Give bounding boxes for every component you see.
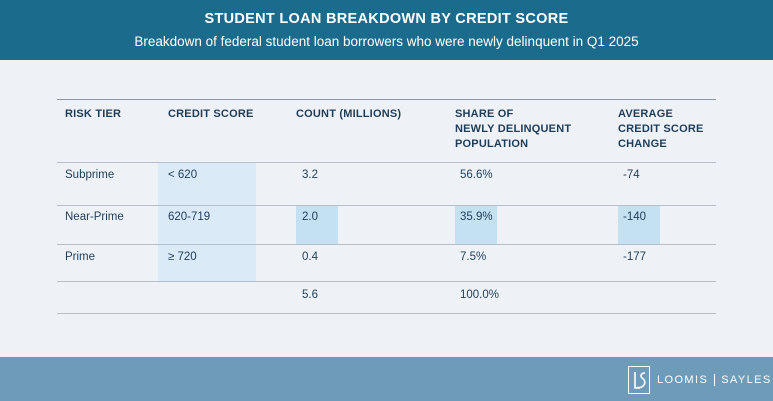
- column-header-credit-score: CREDIT SCORE: [168, 108, 254, 120]
- column-header-change: AVERAGE CREDIT SCORE CHANGE: [618, 108, 704, 150]
- table-top-rule: [57, 99, 716, 100]
- cell-total-share: 100.0%: [460, 289, 500, 301]
- header-banner: [0, 0, 773, 60]
- column-header-count: COUNT (MILLIONS): [296, 108, 402, 120]
- cell-total-count: 5.6: [302, 289, 318, 301]
- page-subtitle: Breakdown of federal student loan borrowers who were newly delinquent in Q1 2025: [134, 34, 639, 49]
- row-rule-1: [57, 205, 716, 206]
- loomis-sayles-logo: [628, 366, 772, 394]
- cell-count-subprime: 3.2: [302, 169, 318, 181]
- column-header-risk-tier: RISK TIER: [65, 108, 122, 120]
- table-bottom-rule: [57, 313, 716, 314]
- cell-share-prime: 7.5%: [460, 251, 487, 263]
- page-title: STUDENT LOAN BREAKDOWN BY CREDIT SCORE: [204, 11, 569, 27]
- logo-mark-icon: [628, 366, 650, 394]
- cell-score-near-prime: 620-719: [168, 211, 211, 223]
- logo-word-left: LOOMIS: [657, 374, 709, 386]
- row-rule-2: [57, 244, 716, 245]
- cell-tier-prime: Prime: [65, 251, 96, 263]
- cell-share-near-prime: 35.9%: [460, 211, 493, 223]
- logo-word-right: SAYLES: [721, 374, 772, 386]
- logo-divider: [714, 374, 715, 386]
- logo-wordmark: [657, 374, 772, 386]
- cell-share-subprime: 56.6%: [460, 169, 493, 181]
- cell-change-prime: -177: [623, 251, 647, 263]
- cell-count-near-prime: 2.0: [302, 211, 318, 223]
- cell-tier-near-prime: Near-Prime: [65, 211, 124, 223]
- cell-score-subprime: < 620: [168, 169, 198, 181]
- cell-change-near-prime: -140: [623, 211, 647, 223]
- cell-score-prime: ≥ 720: [168, 251, 197, 263]
- cell-count-prime: 0.4: [302, 251, 318, 263]
- header-bottom-rule: [57, 162, 716, 163]
- cell-change-subprime: -74: [623, 169, 640, 181]
- cell-tier-subprime: Subprime: [65, 169, 115, 181]
- column-header-share: SHARE OF NEWLY DELINQUENT POPULATION: [455, 108, 572, 150]
- row-rule-3: [57, 281, 716, 282]
